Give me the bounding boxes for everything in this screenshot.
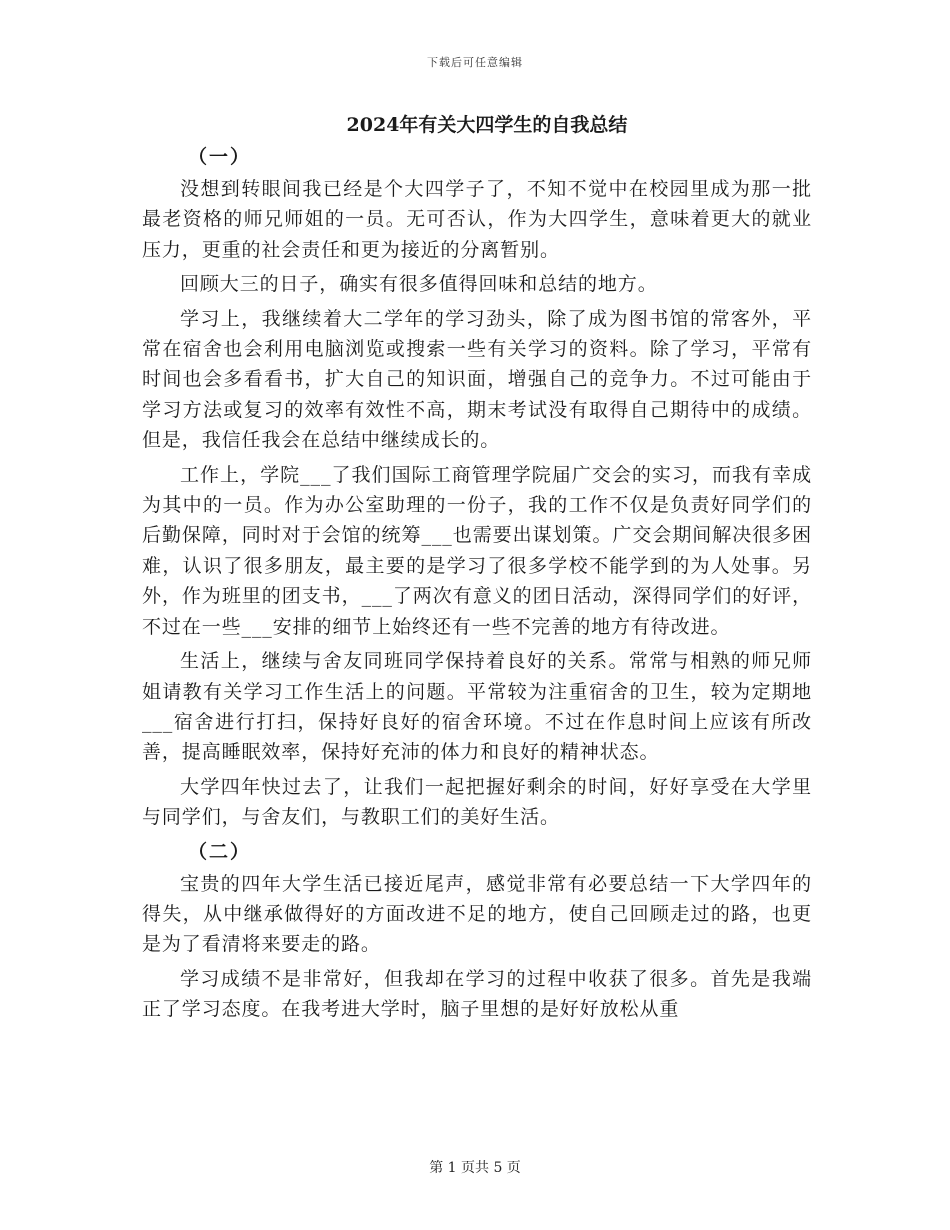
paragraph: 回顾大三的日子，确实有很多值得回味和总结的地方。 — [180, 273, 658, 296]
page-number: 第 1 页共 5 页 — [429, 1160, 521, 1176]
paragraph: 大学四年快过去了，让我们一起把握好剩余的时间，好好享受在大学里与同学们，与舍友们，与教职工们的美好生活。 — [142, 775, 812, 829]
paragraph: 学习上，我继续着大二学年的学习劲头，除了成为图书馆的常客外，平常在宿舍也会利用电脑浏览或搜索一些有关学习的资料。除了学习，平常有时间也会多看看书，扩大自己的知识面，增强自己的竞争力。不过可能由于学习方法或复习的效率有效性不高，期末考试没有取得自己期待中的成绩。但是，我信任我会在总结中继续成长的。 — [142, 307, 812, 452]
header-note: 下载后可任意编辑 — [427, 56, 523, 69]
paragraph: 没想到转眼间我已经是个大四学子了，不知不觉中在校园里成为那一批最老资格的师兄师姐的一员。无可否认，作为大四学生，意味着更大的就业压力，更重的社会责任和更为接近的分离暂别。 — [142, 178, 812, 261]
document-body — [142, 108, 812, 1029]
section-heading-2: （二） — [188, 840, 252, 863]
paragraph: 生活上，继续与舍友同班同学保持着良好的关系。常常与相熟的师兄师姐请教有关学习工作生活上的问题。平常较为注重宿舍的卫生，较为定期地___宿舍进行打扫，保持好良好的宿舍环境。不过在作息时间上应该有所改善，提高睡眠效率，保持好充沛的体力和良好的精神状态。 — [142, 650, 812, 764]
paragraph: 学习成绩不是非常好，但我却在学习的过程中收获了很多。首先是我端正了学习态度。在我考进大学时，脑子里想的是好好放松从重 — [142, 967, 812, 1021]
paragraph: 宝贵的四年大学生活已接近尾声，感觉非常有必要总结一下大学四年的得失，从中继承做得好的方面改进不足的地方，使自己回顾走过的路，也更是为了看清将来要走的路。 — [142, 872, 812, 956]
paragraph: 工作上，学院___了我们国际工商管理学院届广交会的实习，而我有幸成为其中的一员。作为办公室助理的一份子，我的工作不仅是负责好同学们的后勤保障，同时对于会馆的统筹___也需要出谋划策。广交会期间解决很多困难，认识了很多朋友，最主要的是学习了很多学校不能学到的为人处事。另外，作为班里的团支书，___了两次有意义的团日活动，深得同学们的好评，不过在一些___安排的细节上始终还有一些不完善的地方有待改进。 — [142, 463, 812, 638]
section-heading-1: （一） — [188, 146, 252, 168]
document-title: 2024年有关大四学生的自我总结 — [346, 114, 628, 136]
